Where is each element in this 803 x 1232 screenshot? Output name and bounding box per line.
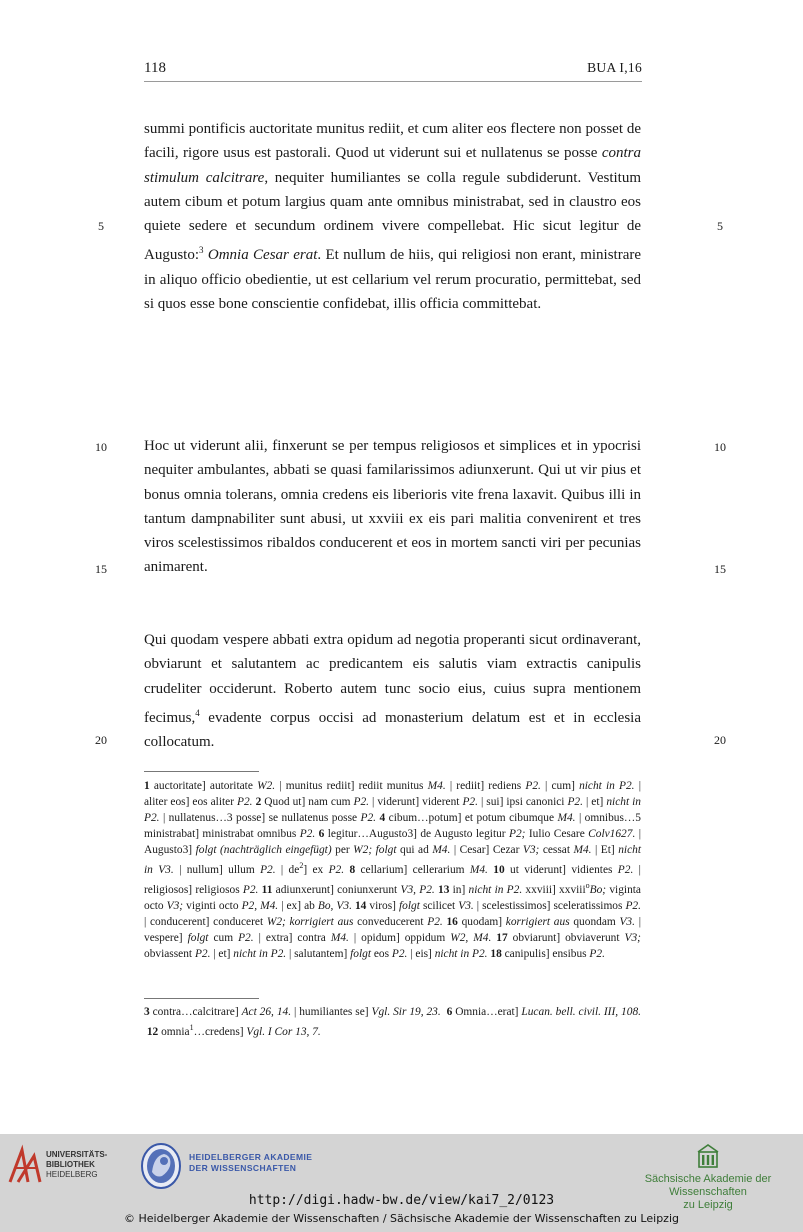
apparatus-text: eos (371, 947, 392, 960)
apparatus-line-number: 13 (438, 883, 450, 896)
hadw-line: DER WISSENSCHAFTEN (189, 1163, 297, 1173)
footnote-ref: 3 (199, 245, 204, 256)
apparatus-line-number: 1 (144, 780, 150, 792)
ub-line: BIBLIOTHEK (46, 1160, 95, 1169)
apparatus-text: | Et] (591, 844, 619, 856)
line-number-left: 5 (98, 219, 104, 233)
apparatus-text: | religiosos] religiosos (144, 863, 641, 896)
apparatus-note: korrigiert aus (505, 915, 570, 928)
apparatus-siglum: P2; (509, 828, 526, 840)
hadw-line: HEIDELBERGER AKADEMIE (189, 1152, 313, 1162)
apparatus-line-number: 6 (318, 828, 325, 840)
apparatus-text: | rediit] rediens (445, 780, 526, 792)
apparatus-siglum: M4. (432, 844, 451, 856)
apparatus-note: nicht in V3. (144, 844, 641, 876)
apparatus-divider (144, 771, 259, 772)
apparatus-siglum: P2. (194, 947, 211, 960)
line-number-left: 15 (95, 562, 107, 576)
apparatus-siglum: V3; (624, 931, 641, 944)
apparatus-note: folgt (187, 931, 209, 944)
sources-divider (144, 998, 259, 999)
apparatus-line-number: 4 (379, 812, 386, 824)
apparatus-line-number: 18 (490, 947, 502, 960)
source-reference: Vgl. Sir 19, 23. (371, 1006, 441, 1018)
source-notes (144, 1004, 641, 1040)
source-text: | humiliantes se] (291, 1006, 372, 1018)
apparatus-text: legitur…Augusto3] de Augusto legitur (324, 828, 509, 840)
source-reference: Act 26, 14. (241, 1006, 292, 1018)
apparatus-text: | nullum] ullum (173, 863, 261, 876)
apparatus-line-number: 14 (354, 899, 367, 912)
apparatus-text: | opidum] oppidum (348, 931, 451, 944)
apparatus-note: nicht in P2. (434, 947, 488, 960)
apparatus-siglum: P2. (299, 828, 316, 840)
apparatus-text: in] (449, 883, 469, 896)
text-run-italic: contra stimulum calcitrare (144, 145, 641, 186)
apparatus-siglum: V3; (522, 844, 540, 856)
apparatus-siglum: P2. (242, 883, 259, 896)
source-text: contra…calcitrare] (149, 1006, 242, 1018)
apparatus-siglum: M4. (469, 863, 488, 876)
apparatus-note: nicht in P2. (233, 947, 287, 960)
apparatus-siglum: V3, P2. (400, 883, 435, 896)
apparatus-siglum: P2. (391, 947, 408, 960)
apparatus-text: cibum…potum] et potum cibumque (388, 812, 558, 824)
text-run: summi pontificis auctoritate munitus rediit, et cum aliter eos flectere non posset de facili, rigore usus est pastorali. Quod ut viderunt sui et nullatenus se posse (144, 121, 641, 162)
paragraph-3 (144, 628, 641, 754)
apparatus-note: folgt (nachträglich eingefügt) (195, 844, 332, 856)
apparatus-text: scilicet (419, 899, 459, 912)
apparatus-text: xxviii] xxviii (522, 883, 586, 896)
line-number-right: 20 (714, 733, 726, 747)
apparatus-siglum: V3; (166, 899, 184, 912)
apparatus-text: | Cesar] Cezar (450, 844, 523, 856)
apparatus-siglum: M4. (573, 844, 592, 856)
line-number-right: 5 (717, 219, 723, 233)
running-header-reference: BUA I,16 (587, 60, 642, 75)
text-run: Qui quodam vespere abbati extra opidum ad negotia properanti sicut ordinaverant, obviarunt et salutantem ac predicantem eis salutis viam extractis canipulis crudeliter occiderunt. Roberto autem tunc socio eius, cuius supra mentionem fecimus, (144, 632, 641, 726)
apparatus-line-number: 11 (261, 883, 273, 896)
apparatus-text: obviassent (144, 947, 195, 960)
academy-medal-icon (140, 1142, 182, 1190)
permalink-url[interactable]: http://digi.hadw-bw.de/view/kai7_2/0123 (248, 1193, 555, 1208)
apparatus-text: | salutantem] (286, 947, 351, 960)
apparatus-text: | vespere] (144, 915, 641, 944)
apparatus-siglum: M4. (427, 780, 446, 792)
footnote-ref: 4 (195, 707, 200, 718)
copyright-notice: © Heidelberger Akademie der Wissenschaften / Sächsische Akademie der Wissenschaften zu Leipzig (123, 1212, 679, 1225)
page-number: 118 (144, 60, 166, 76)
saw-line: zu Leipzig (683, 1199, 733, 1211)
source-text: Omnia…erat] (452, 1006, 522, 1018)
apparatus-note: folgt (350, 947, 371, 960)
apparatus-text: auctoritate] autoritate (149, 780, 258, 792)
apparatus-siglum: V3. (458, 899, 474, 912)
apparatus-siglum: P2. (525, 780, 541, 792)
apparatus-siglum: P2, M4. (241, 899, 279, 912)
apparatus-siglum: Bo, V3. (317, 899, 352, 912)
apparatus-siglum: M4. (330, 931, 349, 944)
source-text: omnia (158, 1025, 190, 1038)
header-divider (144, 81, 642, 82)
apparatus-siglum: Bo; (589, 883, 607, 896)
apparatus-text: viginta octo (144, 883, 641, 912)
apparatus-line-number: 17 (496, 931, 508, 944)
apparatus-siglum: W2; korrigiert aus (266, 915, 354, 928)
apparatus-note: nicht in P2. (579, 780, 635, 792)
text-run: , nequiter humiliantes se colla regule subdiderunt. Vestitum autem cibum et potum largius quam ante omnibus ministrabat, sed in claustro eos quiete sedere et secundum ordinem vivere compellebat. Hic sicut legitur de Augusto: (144, 169, 641, 264)
apparatus-text: | extra] contra (253, 931, 331, 944)
apparatus-text: ut viderunt] vidientes (504, 863, 618, 876)
apparatus-text: | nullatenus…3 posse] se nullatenus posse (159, 812, 361, 824)
apparatus-siglum: V3. (619, 915, 635, 928)
apparatus-siglum: P2. (353, 796, 370, 808)
critical-apparatus (144, 778, 641, 962)
apparatus-siglum: P2. (238, 931, 254, 944)
apparatus-siglum: P2. (625, 899, 641, 912)
apparatus-text: | cum] (540, 780, 580, 792)
paragraph-1 (144, 117, 641, 316)
apparatus-siglum: W2, M4. (450, 931, 492, 944)
source-reference: Vgl. I Cor 13, 7. (246, 1025, 321, 1038)
apparatus-text: | et] (582, 796, 607, 808)
apparatus-siglum: P2. (462, 796, 478, 808)
line-number-right: 10 (714, 440, 726, 454)
apparatus-text: | Augusto3] (144, 828, 641, 856)
apparatus-siglum: W2; folgt (353, 844, 397, 856)
source-text: …credens] (193, 1025, 247, 1038)
apparatus-text: | ex] ab (278, 899, 318, 912)
source-line-number: 3 (144, 1006, 150, 1018)
apparatus-text: | viderunt] viderent (369, 796, 463, 808)
line-number-left: 10 (95, 440, 107, 454)
ub-line: UNIVERSITÄTS- (46, 1150, 108, 1159)
apparatus-text: per (331, 844, 354, 856)
apparatus-note: nicht in P2. (468, 883, 523, 896)
apparatus-siglum: P2. (589, 947, 605, 960)
source-superscript: 1 (189, 1023, 194, 1032)
apparatus-line-number: 2 (255, 796, 262, 808)
apparatus-siglum: W2. (257, 780, 276, 792)
apparatus-siglum: P2. (360, 812, 377, 824)
apparatus-line-number: 16 (446, 915, 458, 928)
apparatus-line-number: 10 (493, 863, 505, 876)
apparatus-note: nicht in P2. (144, 796, 641, 824)
apparatus-text: Iulio Cesare (525, 828, 589, 840)
apparatus-note: folgt (399, 899, 420, 912)
source-line-number: 12 (146, 1025, 159, 1038)
apparatus-text: | scelestissimos] sceleratissimos (473, 899, 626, 912)
ub-line: HEIDELBERG (46, 1170, 98, 1179)
apparatus-text: | conducerent] conduceret (144, 915, 267, 928)
academy-name (189, 1152, 312, 1174)
apparatus-text: obviarunt] obviaverunt (507, 931, 625, 944)
text-run: evadente corpus occisi ad monasterium delatum est et in ecclesia collocatum. (144, 709, 641, 751)
apparatus-text: qui ad (396, 844, 433, 856)
apparatus-text: conveducerent (353, 915, 428, 928)
apparatus-superscript: o (585, 880, 590, 890)
apparatus-text: cum (208, 931, 239, 944)
apparatus-siglum: Colv1627. (588, 828, 636, 840)
apparatus-siglum: M4. (557, 812, 576, 824)
text-run: . Et nullum de hiis, qui religiosi non erant, ministrare in aliquo officio obedientie, ut est cellarium vel rerum procuratio, permittebat, sed si quos esse bone conscientie confidebat, illis officia committebat. (144, 247, 642, 313)
apparatus-text: | sui] ipsi canonici (477, 796, 568, 808)
line-number-right: 15 (714, 562, 726, 576)
line-number-left: 20 (95, 733, 107, 747)
university-library-name (46, 1150, 107, 1180)
apparatus-line-number: 8 (349, 863, 356, 876)
apparatus-text: quodam] (457, 915, 506, 928)
source-reference: Lucan. bell. civil. III, 108. (521, 1006, 641, 1018)
apparatus-text: | aliter eos] eos aliter (144, 780, 641, 808)
apparatus-siglum: P2. (617, 863, 634, 876)
saxon-academy-emblem-icon (697, 1144, 719, 1168)
source-line-number: 6 (446, 1006, 453, 1018)
apparatus-text: Quod ut] nam cum (264, 796, 354, 808)
apparatus-text: viginti octo (183, 899, 242, 912)
apparatus-siglum: P2. (567, 796, 583, 808)
apparatus-text: | eis] (407, 947, 435, 960)
text-run: Hoc ut viderunt alii, finxerunt se per tempus religiosos et simplices et in ypocrisi nequiter ambulantes, abbati se quasi familarissimos adiunxerunt. Qui ut vir pius et bonus omnia tolerans, omnia credens eis liberioris vite frena laxavit. Quibus illi in tantum dampnabiliter sunt abusi, ut xxviii ex eis pari malitia convenirent et tres viros scelestissimos ribaldos conducerent et eos in mortem sancti viri per pecunias animarent. (144, 438, 641, 576)
apparatus-siglum: P2. (237, 796, 253, 808)
saw-line: Sächsische Akademie der Wissenschaften (644, 1173, 772, 1198)
apparatus-siglum: P2. (427, 915, 443, 928)
apparatus-siglum: P2. (328, 863, 345, 876)
apparatus-text: viros] (366, 899, 400, 912)
apparatus-text: quondam (569, 915, 620, 928)
apparatus-text: | omnibus…5 ministrabat] ministrabat omnibus (144, 812, 641, 840)
apparatus-text: cessat (539, 844, 574, 856)
apparatus-text: canipulis] ensibus (501, 947, 590, 960)
paragraph-2 (144, 434, 641, 580)
apparatus-text: adiunxerunt] coniunxerunt (272, 883, 401, 896)
apparatus-superscript: 2 (299, 861, 304, 870)
apparatus-text: | munitus rediit] rediit munitus (275, 780, 428, 792)
apparatus-text: | et] (210, 947, 234, 960)
apparatus-siglum: P2. (260, 863, 276, 876)
apparatus-text: ] ex (303, 863, 329, 876)
apparatus-text: cellarium] cellerarium (355, 863, 470, 876)
text-run-italic: Omnia Cesar erat (207, 247, 318, 264)
apparatus-text: | de (275, 863, 300, 876)
